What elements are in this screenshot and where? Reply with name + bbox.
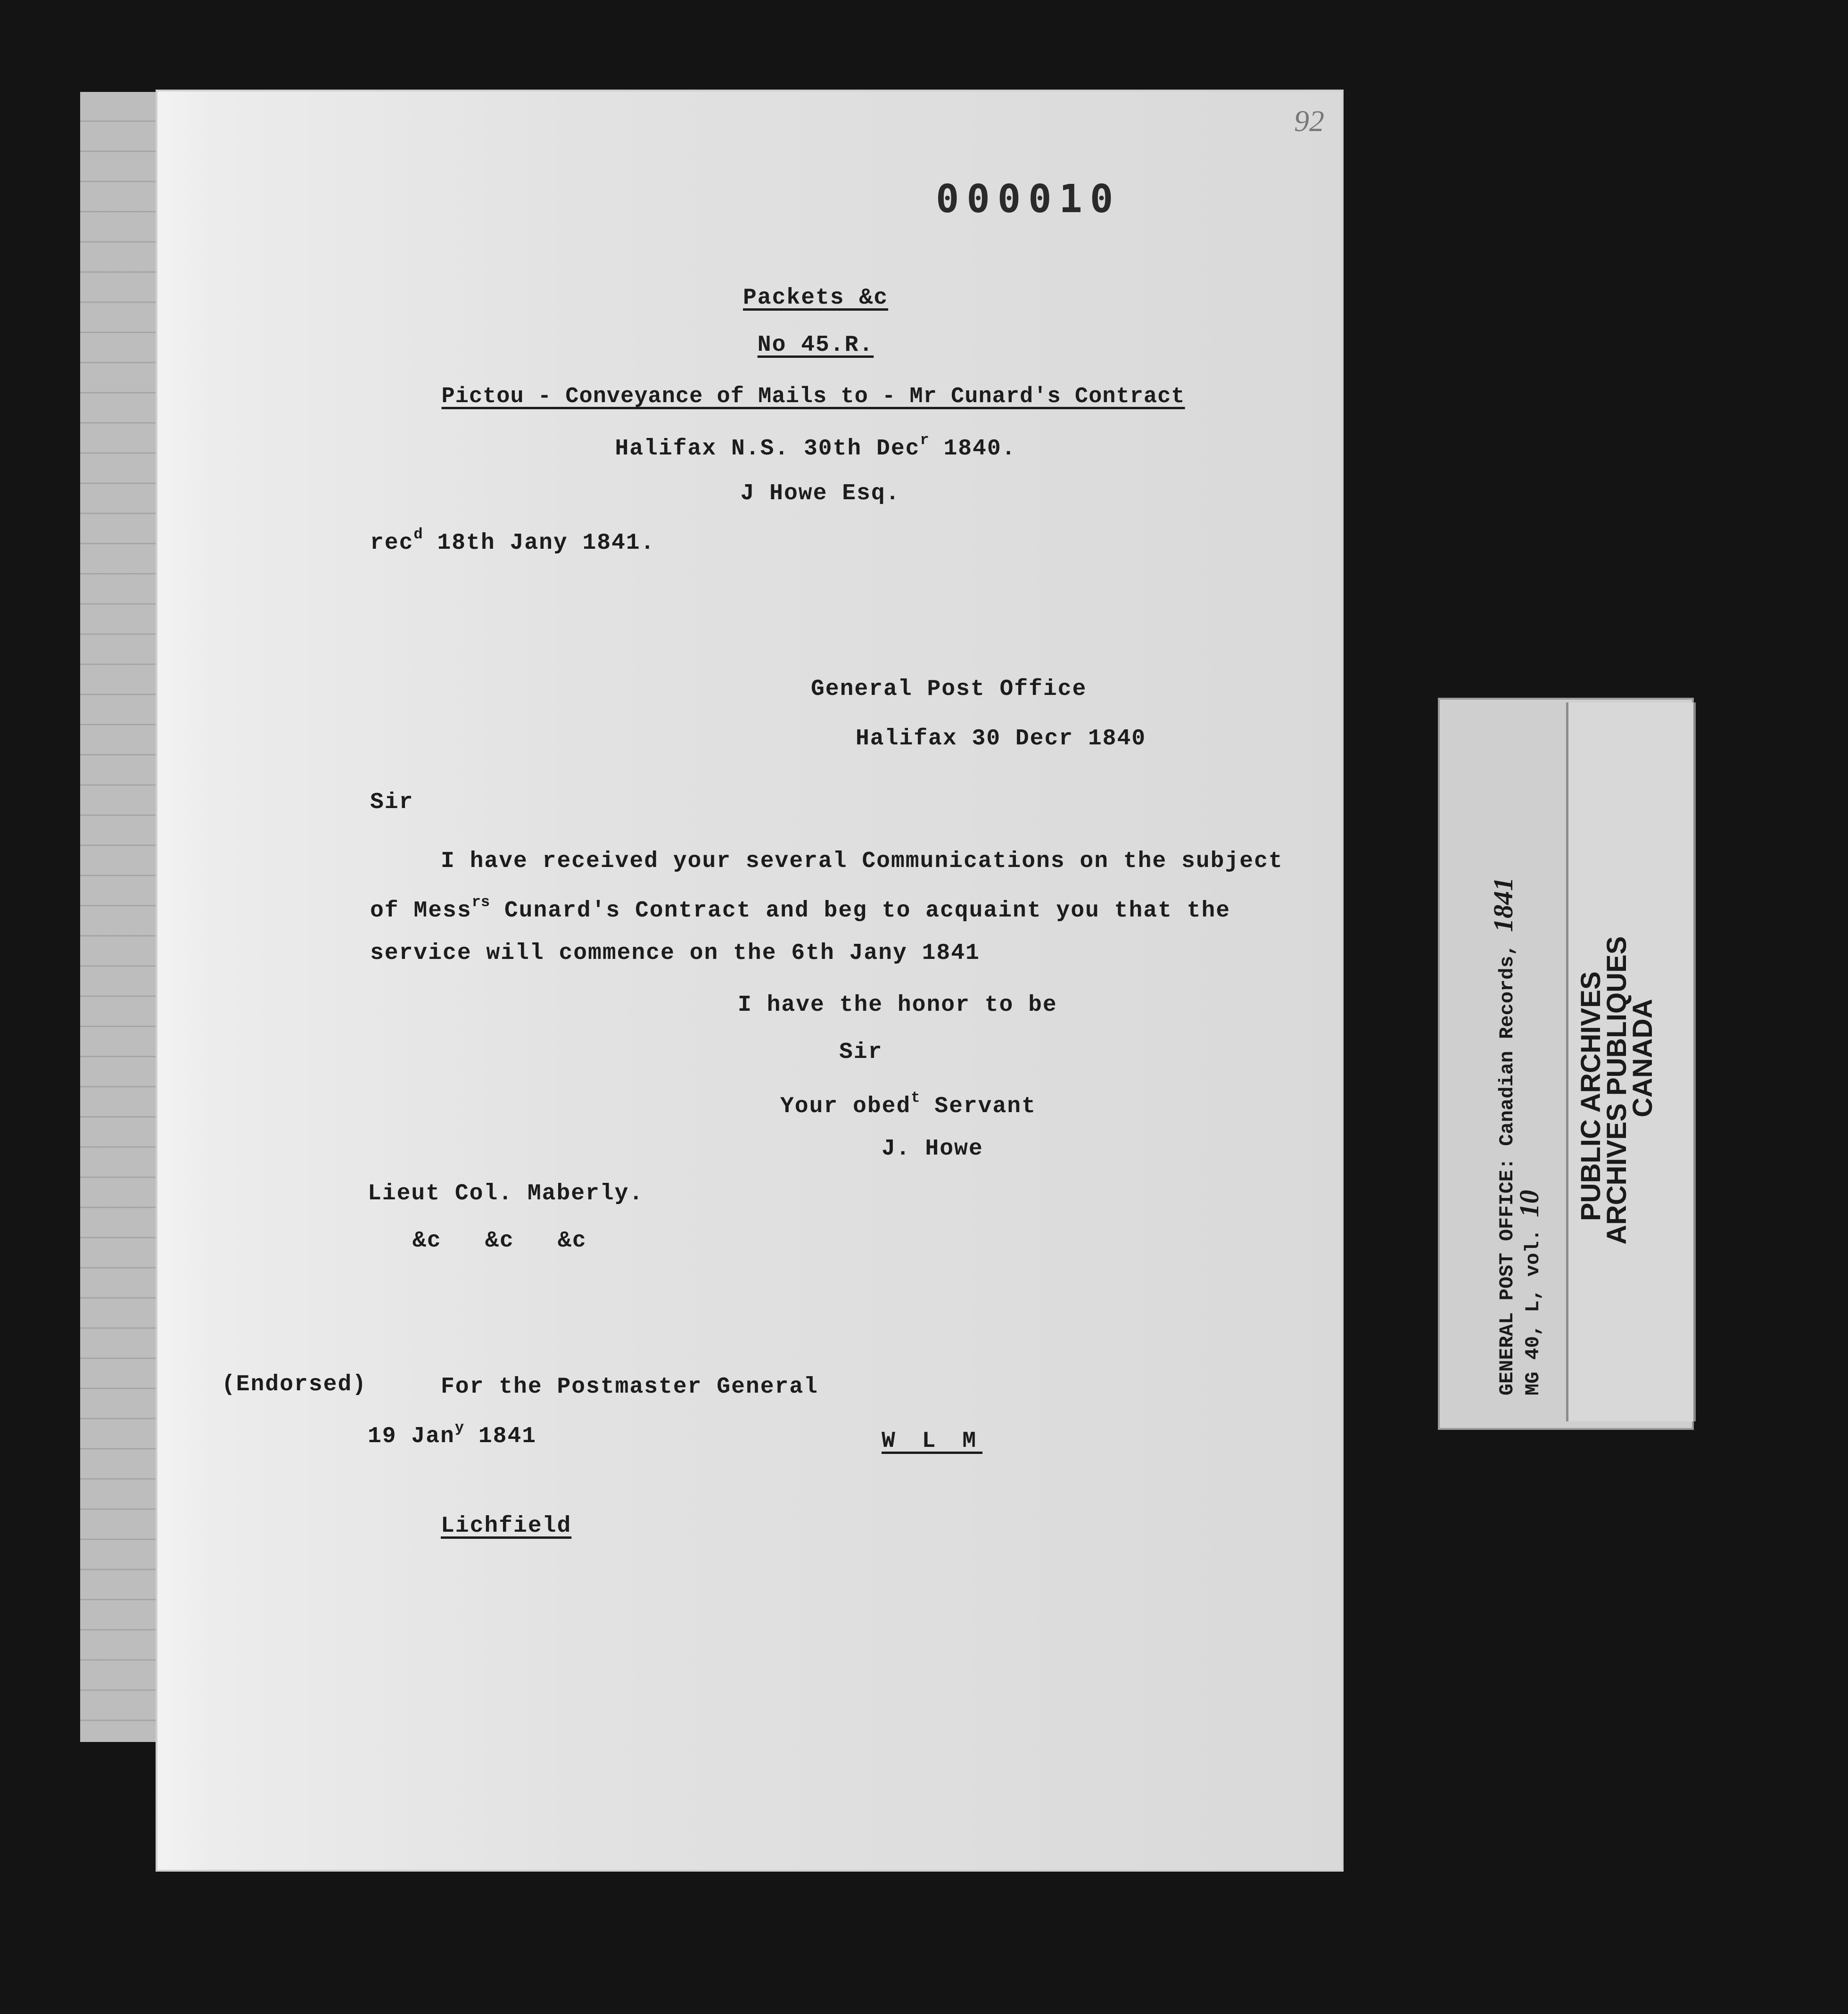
received-date: rec$^d$ 18th Jany 1841. xyxy=(370,526,655,556)
letterhead-office: General Post Office xyxy=(811,677,1087,702)
addressee-etc: &c &c &c xyxy=(412,1228,587,1254)
salutation: Sir xyxy=(370,790,414,815)
endorsement-date: 19 Jan$^y$ 1841 xyxy=(368,1419,537,1449)
place-date-line: Halifax N.S. 30th Dec$^r$ 1840. xyxy=(615,431,1016,462)
body-line-2: of Mess$^{rs}$ Cunard's Contract and beg to acquaint you that the xyxy=(370,893,1231,924)
endorsement-text: For the Postmaster General xyxy=(441,1374,818,1400)
signature: J. Howe xyxy=(882,1136,983,1162)
sender-name: J Howe Esq. xyxy=(740,481,900,506)
stamped-sequence-number: 000010 xyxy=(936,177,1121,222)
body-line-1: I have received your several Communications on the subject xyxy=(441,849,1283,874)
addressee: Lieut Col. Maberly. xyxy=(368,1181,644,1206)
endorsement-label: (Endorsed) xyxy=(222,1372,367,1397)
closing-line-2: Sir xyxy=(839,1040,883,1065)
category-heading: Packets &c xyxy=(742,285,889,311)
archive-label-line-2: MG 40, L, vol. 10 xyxy=(1514,1189,1544,1395)
subject-line: Pictou - Conveyance of Mails to - Mr Cunard's Contract xyxy=(441,384,1185,409)
letter-dateline: Halifax 30 Decr 1840 xyxy=(856,726,1147,751)
closing-line-1: I have the honor to be xyxy=(738,992,1057,1018)
archives-publiques-text: ARCHIVES PUBLIQUES xyxy=(1601,936,1632,1245)
document-page xyxy=(156,90,1344,1872)
endorsement-initials: W L M xyxy=(882,1428,983,1454)
canada-text: CANADA xyxy=(1627,999,1658,1117)
pencil-folio-number: 92 xyxy=(1294,104,1324,138)
closing-line-3: Your obed$^t$ Servant xyxy=(780,1089,1036,1119)
body-line-3: service will commence on the 6th Jany 1841 xyxy=(370,941,980,966)
endorsement-signed: Lichfield xyxy=(441,1513,572,1539)
public-archives-text: PUBLIC ARCHIVES xyxy=(1576,971,1606,1221)
archive-label-line-1: GENERAL POST OFFICE: Canadian Records, 1841 xyxy=(1488,877,1518,1395)
document-number: No 45.R. xyxy=(757,332,874,358)
